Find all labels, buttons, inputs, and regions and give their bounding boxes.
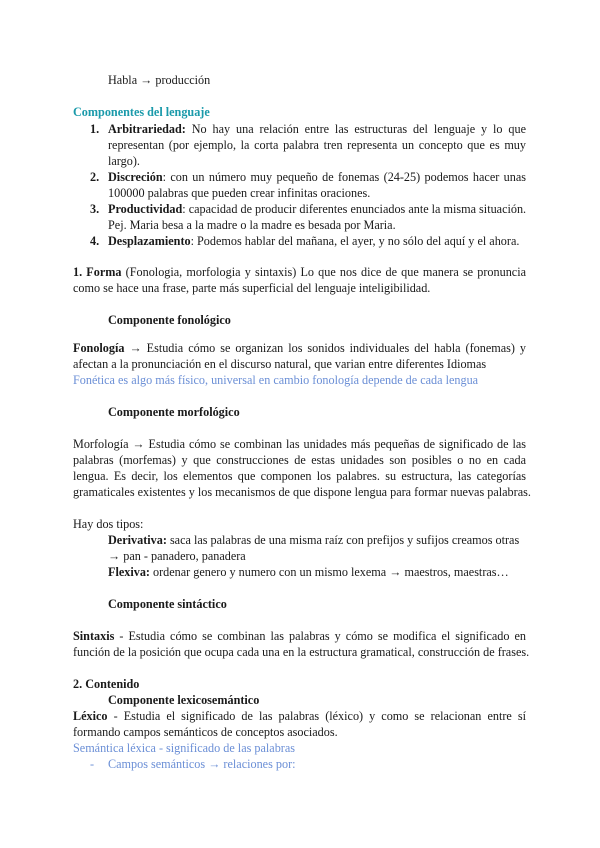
morfologico-heading: Componente morfológico xyxy=(108,405,240,419)
fonologia-paragraph: Fonología → Estudia cómo se organizan los sonidos individuales del habla (fonemas) y xyxy=(73,341,526,355)
property-2: 2. Discreción: con un número muy pequeño de fonemas (24-25) podemos hacer unas xyxy=(90,170,526,184)
property-4: 4. Desplazamiento: Podemos hablar del mañana, el ayer, y no sólo del aquí y el ahora. xyxy=(90,234,520,248)
fonologia-line-2: afectan a la pronunciación en el discurso natural, que varian entre diferentes Idiomas xyxy=(73,357,487,371)
flexiva-term: Flexiva: xyxy=(108,565,150,579)
fonologico-heading: Componente fonológico xyxy=(108,313,231,327)
components-heading: Componentes del lenguaje xyxy=(73,105,210,119)
bullet-dash: - xyxy=(90,757,95,771)
types-intro: Hay dos tipos: xyxy=(73,517,144,531)
derivativa-item: Derivativa: saca las palabras de una misma raíz con prefijos y sufijos creamos otras xyxy=(108,533,520,547)
property-1: 1. Arbitrariedad: No hay una relación entre las estructuras del lenguaje y lo que xyxy=(90,122,526,136)
morfologia-line-3: lengua. Es decir, los elementos que componen los palabres. su estructura, las categorías xyxy=(73,469,526,483)
sintaxis-term: Sintaxis xyxy=(73,629,115,643)
lexico-term: Léxico xyxy=(73,709,108,723)
sintaxis-line-2: función de la posición que ocupa cada una en la estructura gramatical, construcción de frases. xyxy=(73,645,530,659)
sintaxis-paragraph: Sintaxis - Estudia cómo se combinan las palabras y cómo se modifica el significado en xyxy=(73,629,526,643)
intro-line: Habla → producción xyxy=(108,73,211,87)
semantica-note: Semántica léxica - significado de las palabras xyxy=(73,741,295,755)
flexiva-item: Flexiva: ordenar genero y numero con un mismo lexema → maestros, maestras… xyxy=(108,565,509,579)
property-term: Desplazamiento xyxy=(108,234,191,248)
lexico-line-2: formando campos semánticos de conceptos asociados. xyxy=(73,725,338,739)
property-1-line-2: representan (por ejemplo, la corta palabra tren representa un concepto que es muy xyxy=(108,138,526,152)
property-3: 3. Productividad: capacidad de producir diferentes enunciados ante la misma situación. xyxy=(90,202,527,216)
fonetica-note: Fonética es algo más físico, universal en cambio fonología depende de cada lengua xyxy=(73,373,479,387)
forma-label: 1. Forma xyxy=(73,265,122,279)
sintactico-heading: Componente sintáctico xyxy=(108,597,227,611)
lexicosemantico-heading: Componente lexicosemántico xyxy=(108,693,260,707)
property-term: Productividad xyxy=(108,202,183,216)
fonologia-term: Fonología xyxy=(73,341,125,355)
property-term: Arbitrariedad: xyxy=(108,122,186,136)
morfologia-line-1: Morfología → Estudia cómo se combinan las unidades más pequeñas de significado de las xyxy=(73,437,526,451)
property-term: Discreción xyxy=(108,170,163,184)
forma-paragraph: 1. Forma (Fonologia, morfologia y sintaxis) Lo que nos dice de que manera se pronuncia xyxy=(73,265,526,279)
forma-line-2: como se hace una frase, parte más superficial del lenguaje inteligibilidad. xyxy=(73,281,431,295)
property-2-line-2: 100000 palabras que pueden crear infinitas oraciones. xyxy=(108,186,371,200)
lexico-paragraph: Léxico - Estudia el significado de las palabras (léxico) y como se relacionan entre sí xyxy=(73,709,526,723)
derivativa-term: Derivativa: xyxy=(108,533,167,547)
morfologia-line-2: palabras (morfemas) y que construcciones de estas unidades son posibles o no en cada xyxy=(73,453,526,467)
derivativa-example: → pan - panadero, panadera xyxy=(108,549,246,563)
contenido-label: 2. Contenido xyxy=(73,677,140,691)
morfologia-line-4: gramaticales existentes y los mecanismos de que dispone lengua para formar nuevas palabras. xyxy=(73,485,531,499)
property-1-line-3: largo). xyxy=(108,154,140,168)
campos-bullet: - Campos semánticos → relaciones por: xyxy=(90,757,296,771)
property-3-line-2: Pej. Maria besa a la madre o la madre es besada por Maria. xyxy=(108,218,396,232)
